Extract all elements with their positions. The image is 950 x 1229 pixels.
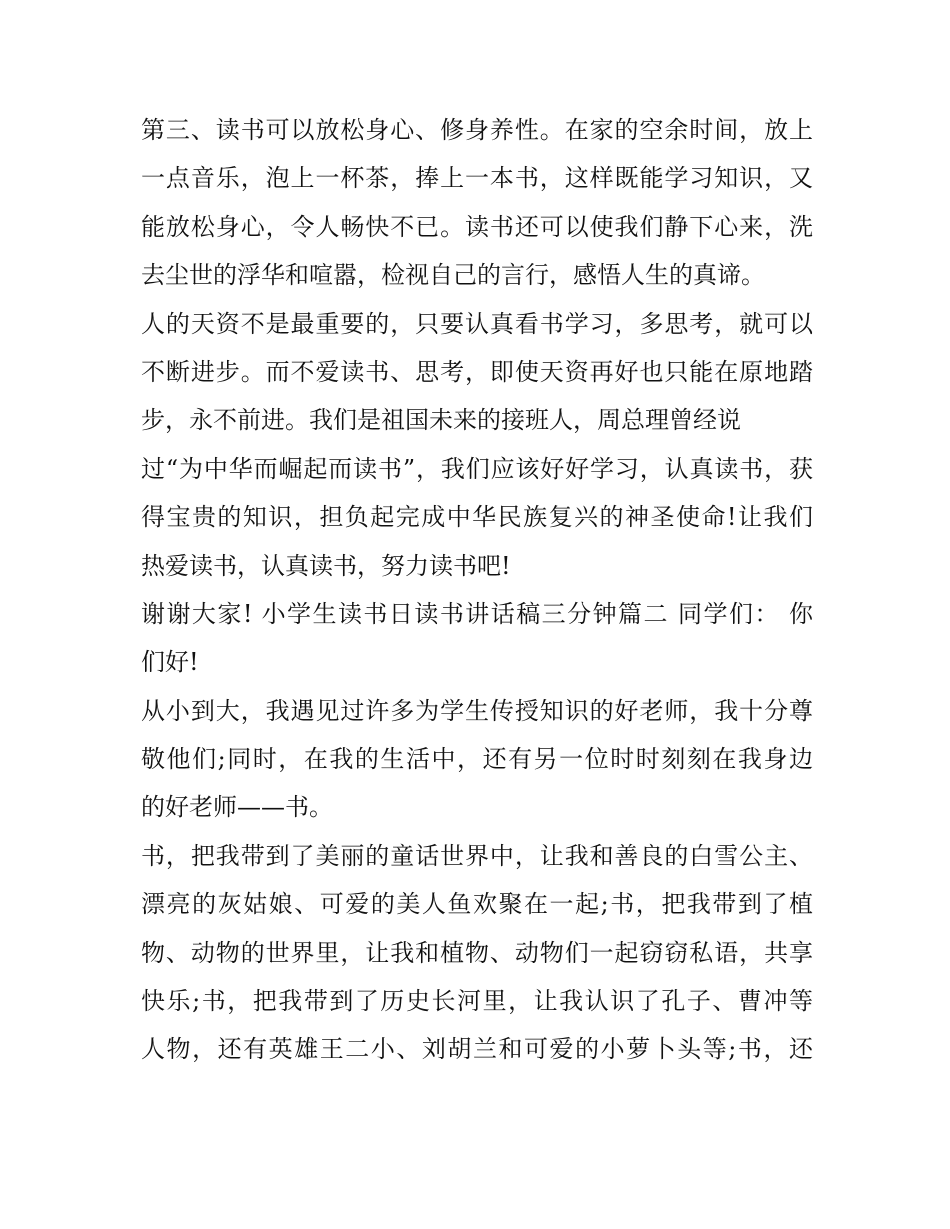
text-line-4: 去尘世的浮华和喧嚣，检视自己的言行，感悟人生的真谛。 <box>141 261 765 290</box>
text-line-5: 人的天资不是最重要的，只要认真看书学习，多思考，就可以 <box>141 309 813 338</box>
document-page <box>141 106 813 1074</box>
text-line-7: 步，永不前进。我们是祖国未来的接班人，周总理曾经说 <box>141 406 741 435</box>
text-line-6: 不断进步。而不爱读书、思考，即使天资再好也只能在原地踏 <box>141 357 813 386</box>
text-line-16: 书，把我带到了美丽的童话世界中，让我和善良的白雪公主、 <box>141 841 813 870</box>
text-line-1: 第三、读书可以放松身心、修身养性。在家的空余时间，放上 <box>141 116 813 144</box>
text-line-17: 漂亮的灰姑娘、可爱的美人鱼欢聚在一起;书，把我带到了植 <box>141 890 813 919</box>
text-line-2: 一点音乐，泡上一杯茶，捧上一本书，这样既能学习知识，又 <box>141 164 813 193</box>
text-line-18: 物、动物的世界里，让我和植物、动物们一起窃窃私语，共享 <box>141 938 813 967</box>
text-line-9: 得宝贵的知识，担负起完成中华民族复兴的神圣使命!让我们 <box>141 503 813 532</box>
text-line-3: 能放松身心，令人畅快不已。读书还可以使我们静下心来，洗 <box>141 212 813 241</box>
text-line-11: 谢谢大家! 小学生读书日读书讲话稿三分钟篇二 同学们： 你 <box>141 599 813 628</box>
text-line-20: 人物，还有英雄王二小、刘胡兰和可爱的小萝卜头等;书，还 <box>141 1035 813 1064</box>
text-line-19: 快乐;书，把我带到了历史长河里，让我认识了孔子、曹冲等 <box>141 987 813 1016</box>
text-line-14: 敬他们;同时，在我的生活中，还有另一位时时刻刻在我身边 <box>141 745 813 774</box>
text-line-12: 们好! <box>141 648 199 677</box>
text-line-13: 从小到大，我遇见过许多为学生传授知识的好老师，我十分尊 <box>141 696 813 725</box>
text-line-8: 过“为中华而崛起而读书”，我们应该好好学习，认真读书，获 <box>141 454 813 483</box>
text-line-10: 热爱读书，认真读书，努力读书吧! <box>141 551 511 580</box>
text-line-15: 的好老师——书。 <box>141 793 333 822</box>
